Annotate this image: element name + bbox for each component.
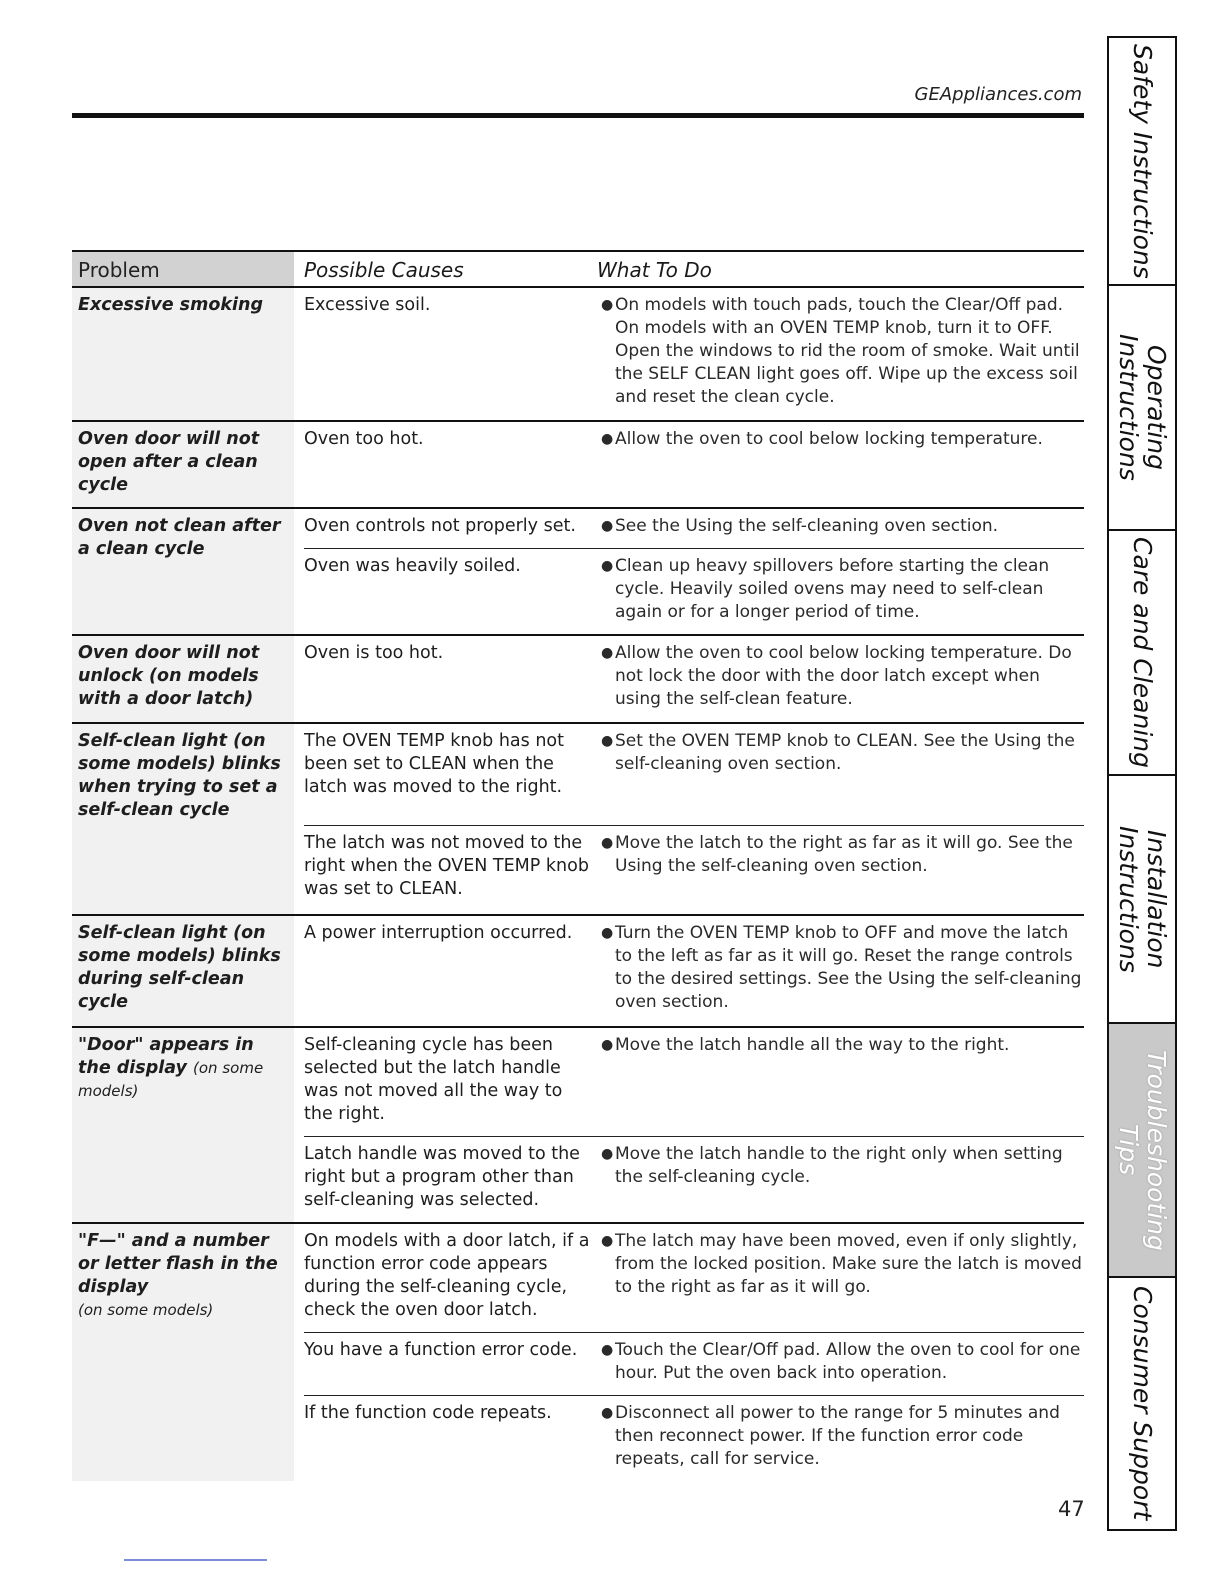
problem-cell: [72, 724, 294, 914]
bullet-icon: ●: [601, 1037, 614, 1053]
section-tabs: [1107, 36, 1177, 1531]
todo-cell: [597, 832, 1084, 901]
cause-cell: Self-cleaning cycle has been selected but the latch handle was not moved all the way to the right.: [304, 1035, 563, 1124]
tab-label: Safety Instructions: [1128, 43, 1157, 279]
bullet-icon: ●: [601, 431, 614, 447]
problem-cell: [72, 509, 294, 634]
problem-cell: [72, 422, 294, 507]
bullet-icon: ●: [601, 518, 614, 534]
todo-text: Move the latch handle to the right only when setting the self-cleaning cycle.: [615, 1144, 1063, 1187]
todo-cell: [597, 555, 1084, 624]
table-row: [304, 422, 1084, 461]
problem-note: (on some models): [78, 1301, 214, 1319]
bullet-icon: ●: [601, 558, 614, 574]
table-row: [304, 1028, 1084, 1137]
tab-installation-instructions[interactable]: [1109, 776, 1175, 1024]
todo-cell: [597, 1402, 1084, 1471]
table-row: [304, 1333, 1084, 1396]
problem-group: [72, 636, 1084, 724]
problem-text: Oven not clean after a clean cycle: [78, 516, 281, 559]
table-row: [304, 509, 1084, 549]
todo-cell: [597, 294, 1084, 409]
todo-text: Allow the oven to cool below locking temperature.: [615, 429, 1043, 449]
tab-troubleshooting-tips[interactable]: [1109, 1024, 1175, 1278]
site-url: GEAppliances.com: [914, 84, 1082, 105]
todo-text: Set the OVEN TEMP knob to CLEAN. See the Using the self-cleaning oven section.: [615, 731, 1075, 774]
problem-cell: [72, 916, 294, 1026]
cause-cell: The OVEN TEMP knob has not been set to CLEAN when the latch was moved to the right.: [304, 731, 564, 797]
todo-cell: [597, 922, 1084, 1014]
problem-group: [72, 1224, 1084, 1481]
top-rule: [72, 113, 1084, 118]
table-row: [304, 1396, 1084, 1481]
tab-care-and-cleaning[interactable]: [1109, 531, 1175, 776]
cause-cell: Latch handle was moved to the right but a program other than self-cleaning was selected.: [304, 1144, 580, 1210]
bullet-icon: ●: [601, 925, 614, 941]
cause-cell: Oven was heavily soiled.: [304, 556, 521, 576]
table-row: [304, 1224, 1084, 1333]
todo-cell: [597, 515, 1084, 538]
tab-label: Consumer Support: [1128, 1286, 1157, 1521]
problem-cell: [72, 1028, 294, 1222]
table-row: [304, 724, 1084, 826]
bullet-icon: ●: [601, 1342, 614, 1358]
tab-label: Troubleshooting Tips: [1114, 1049, 1171, 1251]
problem-group: [72, 724, 1084, 916]
column-header-todo: What To Do: [597, 258, 712, 282]
table-row: [304, 1137, 1084, 1222]
cause-cell: The latch was not moved to the right when the OVEN TEMP knob was set to CLEAN.: [304, 833, 589, 899]
todo-text: Clean up heavy spillovers before starting the clean cycle. Heavily soiled ovens may need to self-clean again or for a longer period of time.: [615, 556, 1050, 622]
column-header-causes: Possible Causes: [304, 258, 464, 282]
page-number: 47: [1058, 1497, 1085, 1521]
tab-label: Installation Instructions: [1114, 825, 1171, 973]
tab-safety-instructions[interactable]: [1109, 38, 1175, 286]
problem-text: "Door" appears in the display: [78, 1035, 254, 1078]
column-header-problem: Problem: [72, 252, 294, 286]
bullet-icon: ●: [601, 645, 614, 661]
problem-note: (on some models): [78, 1059, 264, 1100]
problem-text: Oven door will not open after a clean cycle: [78, 429, 260, 495]
bullet-icon: ●: [601, 297, 614, 313]
todo-cell: [597, 1230, 1084, 1322]
todo-text: Move the latch to the right as far as it will go. See the Using the self-cleaning oven section.: [615, 833, 1073, 876]
bullet-icon: ●: [601, 1405, 614, 1421]
cause-cell: Oven controls not properly set.: [304, 516, 576, 536]
tab-label: Care and Cleaning: [1128, 537, 1157, 768]
todo-text: Touch the Clear/Off pad. Allow the oven to cool for one hour. Put the oven back into operation.: [615, 1340, 1081, 1383]
table-header: [72, 250, 1084, 288]
cause-cell: A power interruption occurred.: [304, 923, 573, 943]
decorative-line: [124, 1559, 267, 1561]
bullet-icon: ●: [601, 733, 614, 749]
todo-text: Allow the oven to cool below locking temperature. Do not lock the door with the door latch except when using the self-clean feature.: [615, 643, 1072, 709]
problem-text: Self-clean light (on some models) blinks during self-clean cycle: [78, 923, 281, 1012]
cause-cell: You have a function error code.: [304, 1340, 578, 1360]
todo-cell: [597, 428, 1084, 451]
problem-text: Oven door will not unlock (on models with a door latch): [78, 643, 260, 709]
todo-text: Move the latch handle all the way to the right.: [615, 1035, 1010, 1055]
problem-cell: [72, 1224, 294, 1481]
tab-consumer-support[interactable]: [1109, 1278, 1175, 1529]
problem-cell: [72, 288, 294, 420]
bullet-icon: ●: [601, 835, 614, 851]
todo-cell: [597, 1143, 1084, 1212]
table-row: [304, 288, 1084, 419]
todo-text: See the Using the self-cleaning oven section.: [615, 516, 999, 536]
cause-cell: If the function code repeats.: [304, 1403, 552, 1423]
troubleshooting-table: [72, 250, 1084, 1481]
tab-operating-instructions[interactable]: [1109, 286, 1175, 531]
problem-text: "F—" and a number or letter flash in the display: [78, 1231, 278, 1297]
todo-text: Disconnect all power to the range for 5 minutes and then reconnect power. If the function error code repeats, call for service.: [615, 1403, 1060, 1469]
cause-cell: On models with a door latch, if a function error code appears during the self-cleaning cycle, check the oven door latch.: [304, 1231, 590, 1320]
table-row: [304, 549, 1084, 634]
problem-text: Excessive smoking: [78, 295, 263, 315]
problem-text: Self-clean light (on some models) blinks when trying to set a self-clean cycle: [78, 731, 281, 820]
problem-group: [72, 422, 1084, 509]
bullet-icon: ●: [601, 1233, 614, 1249]
bullet-icon: ●: [601, 1146, 614, 1162]
todo-text: On models with touch pads, touch the Clear/Off pad. On models with an OVEN TEMP knob, turn it to OFF. Open the windows to rid the room of smoke. Wait until the SELF CLEAN light goes off. Wipe up the excess soil and reset the clean cycle.: [615, 295, 1080, 407]
table-row: [304, 826, 1084, 911]
problem-cell: [72, 636, 294, 722]
todo-cell: [597, 1339, 1084, 1385]
todo-text: Turn the OVEN TEMP knob to OFF and move the latch to the left as far as it will go. Reset the range controls to the desired settings. See the Using the self-cleaning oven section.: [615, 923, 1082, 1012]
problem-group: [72, 916, 1084, 1028]
todo-cell: [597, 1034, 1084, 1126]
problem-group: [72, 288, 1084, 422]
problem-group: [72, 1028, 1084, 1224]
todo-cell: [597, 642, 1084, 711]
cause-cell: Excessive soil.: [304, 295, 431, 315]
problem-group: [72, 509, 1084, 636]
cause-cell: Oven is too hot.: [304, 643, 444, 663]
cause-cell: Oven too hot.: [304, 429, 424, 449]
tab-label: Operating Instructions: [1114, 334, 1171, 481]
table-row: [304, 636, 1084, 721]
table-row: [304, 916, 1084, 1024]
todo-cell: [597, 730, 1084, 815]
todo-text: The latch may have been moved, even if only slightly, from the locked position. Make sure the latch is moved to the right as far as it will go.: [615, 1231, 1082, 1297]
